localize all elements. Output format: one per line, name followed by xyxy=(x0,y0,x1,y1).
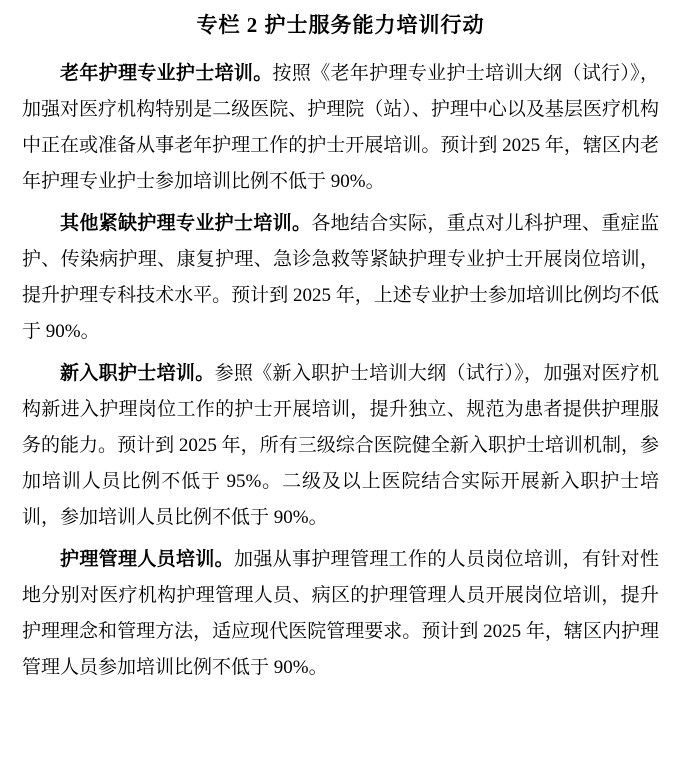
paragraph-other-shortage-specialties-training xyxy=(22,206,659,350)
paragraph-lead-other-shortage: 其他紧缺护理专业护士培训。 xyxy=(60,212,312,234)
paragraph-nursing-management-training xyxy=(22,542,659,686)
paragraph-body-new-nurse: 参照《新入职护士培训大纲（试行）》，加强对医疗机构新进入护理岗位工作的护士开展培训，提升独立、规范为患者提供护理服务的能力。预计到 2025 年，所有三级综合医院健全新入职护士培训机制，参加培训人员比例不低于 95%。二级及以上医院结合实际开展新入职护士培训，参加培训人员比例不低于 90%。 xyxy=(22,362,659,528)
paragraph-lead-new-nurse: 新入职护士培训。 xyxy=(60,362,215,384)
paragraph-body-elderly-care: 按照《老年护理专业护士培训大纲（试行）》，加强对医疗机构特别是二级医院、护理院（站）、护理中心以及基层医疗机构中正在或准备从事老年护理工作的护士开展培训。预计到 2025 年，辖区内老年护理专业护士参加培训比例不低于 90%。 xyxy=(22,62,659,192)
paragraph-elderly-care-training xyxy=(22,56,659,200)
paragraph-body-other-shortage: 各地结合实际，重点对儿科护理、重症监护、传染病护理、康复护理、急诊急救等紧缺护理专业护士开展岗位培训，提升护理专科技术水平。预计到 2025 年，上述专业护士参加培训比例均不低于 90%。 xyxy=(22,212,659,342)
paragraph-lead-elderly-care: 老年护理专业护士培训。 xyxy=(60,62,273,84)
paragraph-new-nurse-training xyxy=(22,356,659,536)
paragraph-lead-nursing-management: 护理管理人员培训。 xyxy=(60,548,234,570)
paragraph-body-nursing-management: 加强从事护理管理工作的人员岗位培训，有针对性地分别对医疗机构护理管理人员、病区的护理管理人员开展岗位培训，提升护理理念和管理方法，适应现代医院管理要求。预计到 2025 年，辖区内护理管理人员参加培训比例不低于 90%。 xyxy=(22,548,659,678)
document-page xyxy=(0,10,681,766)
page-title: 专栏 2 护士服务能力培训行动 xyxy=(196,13,485,37)
